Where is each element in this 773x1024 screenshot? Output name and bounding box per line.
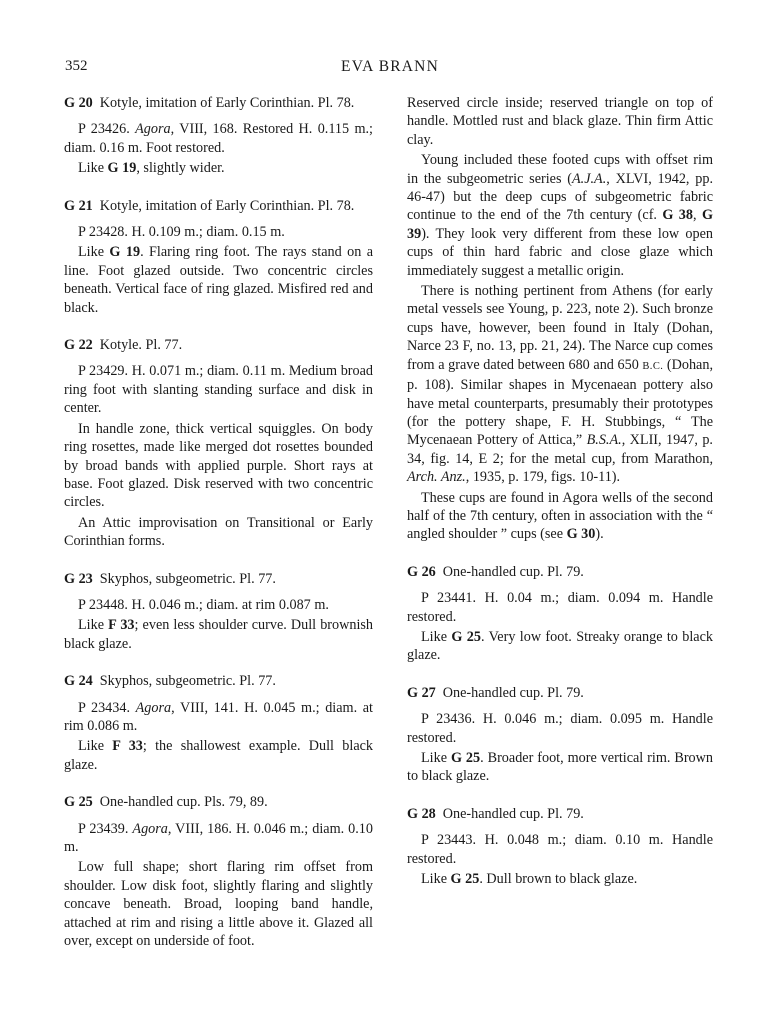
- catalogue-reference: G 19: [107, 160, 137, 177]
- text-run: . Broader foot, more vertical rim. Brown to black glaze.: [407, 750, 713, 785]
- text-run: ; the shallowest example. Dull black glaze.: [64, 738, 374, 773]
- entry-heading: [64, 197, 373, 215]
- text-run: , slightly wider.: [136, 160, 225, 177]
- italic-citation: A.J.A.: [572, 170, 607, 187]
- entry-heading: [407, 805, 713, 823]
- entry-id: G 24: [64, 673, 93, 690]
- text-run: Like: [78, 160, 108, 177]
- entry-title: One-handled cup. Pls. 79, 89.: [99, 794, 268, 811]
- page-header: [65, 58, 715, 80]
- entry-paragraph: [407, 282, 713, 486]
- entry-paragraph: [64, 514, 373, 551]
- entry-id: G 25: [64, 794, 93, 811]
- entry-id: G 21: [64, 197, 93, 214]
- text-run: Like: [78, 244, 110, 261]
- text-run: P 23429. H. 0.071 m.; diam. 0.11 m. Medium broad ring foot with slanting standing surface and disk in center.: [64, 363, 373, 417]
- entry-title: Kotyle, imitation of Early Corinthian. Pl. 78.: [99, 95, 355, 111]
- text-run: These cups are found in Agora wells of the second half of the 7th century, often in association with the “ angled shoulder ” cups (see: [407, 489, 713, 543]
- entry-heading: [64, 336, 373, 354]
- text-run: P 23428. H. 0.109 m.; diam. 0.15 m.: [78, 224, 285, 241]
- entry-title: One-handled cup. Pl. 79.: [442, 805, 584, 822]
- entry-title: One-handled cup. Pl. 79.: [442, 684, 584, 701]
- entry-paragraph: [407, 710, 713, 747]
- entry-title: Skyphos, subgeometric. Pl. 77.: [99, 570, 276, 587]
- entry-paragraph: [64, 159, 373, 177]
- entry-paragraph: [407, 628, 713, 665]
- text-run: ,: [693, 207, 702, 224]
- text-run: , VIII, 168. Restored H. 0.115 m.; diam. 0.16 m. Foot restored.: [64, 121, 373, 156]
- text-run: There is nothing pertinent from Athens (for early metal vessels see Young, p. 223, note 2). Such bronze cups have, however, been found in Italy (Dohan, Narce 23 F, no. 13, pp. 21, 24). The Narce cup comes from a grave dated between 680 and 650: [407, 283, 713, 373]
- text-run: P 23426.: [78, 121, 136, 138]
- entry-paragraph: [64, 820, 373, 857]
- entry-title: Kotyle. Pl. 77.: [99, 337, 183, 354]
- text-run: Like: [78, 738, 113, 755]
- text-run: , VIII, 186. H. 0.046 m.; diam. 0.10 m.: [64, 820, 373, 855]
- entry-paragraph: [407, 94, 713, 149]
- entry-paragraph: [407, 151, 713, 280]
- italic-citation: Agora: [135, 699, 172, 716]
- entry-title: Skyphos, subgeometric. Pl. 77.: [99, 673, 276, 690]
- entry-paragraph: [64, 362, 373, 417]
- entry-title: Kotyle, imitation of Early Corinthian. Pl. 78.: [99, 197, 355, 214]
- catalogue-entry: [407, 563, 713, 665]
- entry-paragraph: [407, 589, 713, 626]
- text-run: ; even less shoulder curve. Dull brownish black glaze.: [64, 617, 374, 652]
- italic-citation: Agora: [132, 820, 168, 837]
- italic-citation: Arch. Anz.: [407, 469, 466, 486]
- entry-paragraph: [64, 616, 373, 653]
- text-run: P 23441. H. 0.04 m.; diam. 0.094 m. Handle restored.: [407, 590, 713, 625]
- catalogue-entry: [64, 197, 373, 317]
- catalogue-reference: G 25: [450, 750, 481, 766]
- left-column: [64, 94, 373, 969]
- text-run: Young included these footed cups with offset rim in the subgeometric series (: [407, 152, 713, 187]
- entry-title: One-handled cup. Pl. 79.: [442, 563, 584, 580]
- text-run: Low full shape; short flaring rim offset from shoulder. Low disk foot, slightly flaring and slightly concave beneath. Broad, looping band handle, attached at rim and rising a little above it. Glazed all over, except on underside of foot.: [64, 859, 373, 950]
- catalogue-reference: G 38: [662, 207, 693, 224]
- text-run: . Dull brown to black glaze.: [479, 871, 638, 888]
- entry-paragraph: [64, 596, 373, 614]
- text-run: P 23436. H. 0.046 m.; diam. 0.095 m. Handle restored.: [407, 711, 713, 746]
- entry-heading: [64, 793, 373, 811]
- entry-paragraph: [407, 749, 713, 786]
- italic-citation: B.S.A.: [586, 432, 622, 449]
- text-run: , XLVI, 1942, pp. 46-47) but the deep cups of subgeometric fabric continue to the end of the 7th century (cf.: [407, 170, 713, 224]
- entry-paragraph: [64, 223, 373, 241]
- entry-paragraph: [64, 120, 373, 157]
- text-run: ). They look very different from these low open cups of thin hard fabric and close glaze which immediately suggest a metallic origin.: [407, 225, 713, 279]
- text-run: An Attic improvisation on Transitional or Early Corinthian forms.: [64, 514, 373, 550]
- entry-paragraph: [64, 420, 373, 512]
- text-run: . Very low foot. Streaky orange to black glaze.: [407, 628, 713, 664]
- text-run: P 23443. H. 0.048 m.; diam. 0.10 m. Handle restored.: [407, 832, 713, 867]
- text-run: , VIII, 141. H. 0.045 m.; diam. at rim 0.086 m.: [64, 699, 373, 734]
- catalogue-reference: G 25: [451, 628, 481, 645]
- text-run: Like: [421, 871, 451, 888]
- entry-id: G 28: [407, 805, 436, 822]
- catalogue-entry: [407, 805, 713, 889]
- text-run: (Dohan, p. 108). Similar shapes in Mycenaean pottery also have metal counterparts, presumably their prototypes (for the pottery shape, F. H. Stubbings, “ The Mycenaean Pottery of Attica,”: [407, 356, 713, 449]
- text-run: Like: [78, 617, 109, 634]
- text-run: Reserved circle inside; reserved triangle on top of handle. Mottled rust and black glaze. Thin firm Attic clay.: [407, 95, 713, 148]
- text-run: P 23439.: [78, 820, 133, 837]
- entry-heading: [407, 684, 713, 702]
- catalogue-entry: [407, 684, 713, 786]
- entry-paragraph: [407, 870, 713, 888]
- small-caps-text: B.C.: [642, 360, 664, 372]
- catalogue-reference: G 25: [450, 871, 480, 888]
- italic-citation: Agora: [135, 121, 171, 138]
- text-run: In handle zone, thick vertical squiggles. On body ring rosettes, made like merged dot rosettes bounded by broad bands with applied purple. Short rays at base. Foot glazed. Disk reserved with two concentric circles.: [64, 420, 373, 511]
- catalogue-reference: F 33: [112, 738, 143, 755]
- text-run: . Flaring ring foot. The rays stand on a line. Foot glazed outside. Two concentric circles beneath. Vertical face of ring glazed. Misfired red and black.: [64, 244, 374, 316]
- text-run: , 1935, p. 179, figs. 10-11).: [465, 469, 621, 486]
- entry-id: G 23: [64, 570, 93, 587]
- catalogue-reference: G 39: [407, 207, 713, 242]
- text-run: , XLII, 1947, p. 34, fig. 14, E 2; for the metal cup, from Marathon,: [407, 432, 713, 467]
- catalogue-entry: [64, 336, 373, 550]
- entry-paragraph: [64, 858, 373, 950]
- text-run: ).: [595, 526, 604, 543]
- entry-paragraph: [407, 831, 713, 868]
- catalogue-reference: G 30: [566, 526, 596, 543]
- catalogue-reference: F 33: [108, 617, 135, 634]
- entry-paragraph: [64, 699, 373, 736]
- entry-heading: [64, 94, 373, 112]
- entry-paragraph: [407, 489, 713, 544]
- page-number: 352: [65, 58, 88, 74]
- entry-paragraph: [64, 243, 373, 317]
- catalogue-entry: [64, 672, 373, 774]
- entry-paragraph: [64, 737, 373, 774]
- entry-id: G 26: [407, 563, 436, 580]
- entry-id: G 22: [64, 337, 93, 354]
- right-column: [407, 94, 713, 907]
- text-run: P 23448. H. 0.046 m.; diam. at rim 0.087 m.: [78, 596, 329, 613]
- catalogue-entry: [64, 94, 373, 178]
- entry-id: G 27: [407, 684, 436, 701]
- running-title: EVA BRANN: [341, 58, 439, 75]
- entry-id: G 20: [64, 95, 93, 111]
- catalogue-entry: [64, 793, 373, 950]
- catalogue-reference: G 19: [109, 244, 141, 261]
- text-run: Like: [421, 750, 451, 766]
- text-run: Like: [421, 628, 452, 645]
- entry-heading: [64, 672, 373, 690]
- entry-heading: [64, 570, 373, 588]
- catalogue-entry: [407, 94, 713, 544]
- text-run: P 23434.: [78, 699, 136, 716]
- entry-heading: [407, 563, 713, 581]
- catalogue-entry: [64, 570, 373, 654]
